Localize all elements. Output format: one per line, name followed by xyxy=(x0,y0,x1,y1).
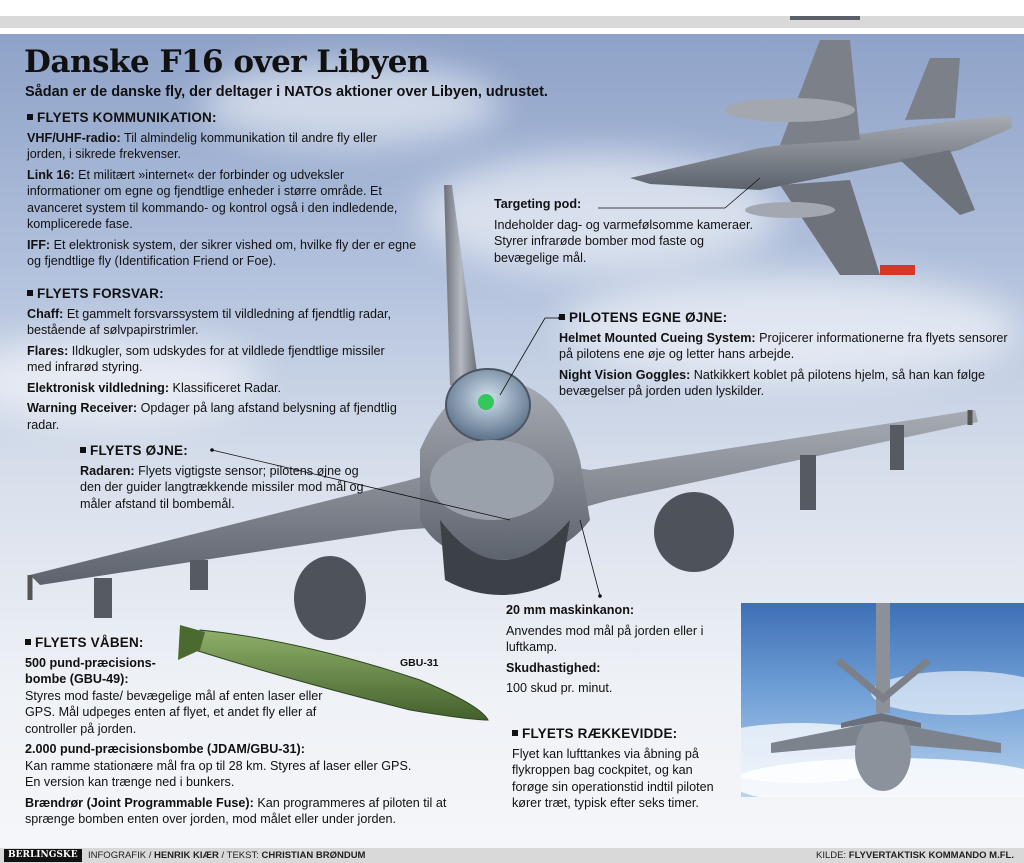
bullet-icon xyxy=(512,730,518,736)
weapon-text: Styres mod faste/ bevægelige mål af enten laser eller GPS. Mål udpeges enten af flyet, et andet fly eller af controller på jorden. xyxy=(25,688,323,736)
bullet-icon xyxy=(25,639,31,645)
kanon-speed-text: 100 skud pr. minut. xyxy=(506,681,613,695)
section-heading: FLYETS FORSVAR: xyxy=(37,286,164,301)
brand-logo: BERLINGSKE xyxy=(4,849,82,862)
info-item: Flares: Ildkugler, som udskydes for at vildlede fjendtlige missiler med infrarød styring. xyxy=(27,343,385,374)
bullet-icon xyxy=(80,447,86,453)
kanon-speed-label: Skudhastighed: xyxy=(506,660,601,675)
section-vaaben xyxy=(25,635,475,832)
info-item: Warning Receiver: Opdager på lang afstand belysning af fjendtlig radar. xyxy=(27,401,397,432)
footer xyxy=(0,848,1024,863)
gbu-31-label: GBU-31 xyxy=(400,657,439,669)
info-item: Radaren: Flyets vigtigste sensor; pilotens øjne og den der guider langtrækkende missiler mod mål og måler afstand til bombemål. xyxy=(80,463,364,511)
section-heading: FLYETS RÆKKEVIDDE: xyxy=(522,726,678,741)
kanon-label: 20 mm maskinkanon: xyxy=(506,603,635,617)
info-item: Chaff: Et gammelt forsvarssystem til vildledning af fjendtlig radar, bestående af sølvpapirstrimler. xyxy=(27,306,391,337)
info-item: Night Vision Goggles: Natkikkert koblet på pilotens hjelm, så han kan følge bevægelser på jorden uden lyskilder. xyxy=(559,367,986,398)
section-pilot xyxy=(559,310,1009,404)
section-forsvar xyxy=(27,286,397,437)
weapon-label: 2.000 pund-præcisionsbombe (JDAM/GBU-31): xyxy=(25,742,305,756)
section-heading: PILOTENS EGNE ØJNE: xyxy=(569,310,728,325)
refueling-photo xyxy=(741,603,1024,797)
kanon-text: Anvendes mod mål på jorden eller i luftkamp. xyxy=(506,623,704,654)
weapon-text: Kan ramme stationære mål fra op til 28 km. Styres af laser eller GPS. En version kan trænge ned i bunkers. xyxy=(25,758,412,789)
source: KILDE: FLYVERTAKTISK KOMMANDO M.FL. xyxy=(816,850,1014,861)
section-ojne xyxy=(80,443,380,516)
raekkevidde-text: Flyet kan lufttankes via åbning på flykroppen bag cockpitet, og kan forøge sin operationstid indtil piloten kører træt, typisk efter seks timer. xyxy=(512,746,714,810)
section-kanon xyxy=(506,602,706,701)
page-subtitle: Sådan er de danske fly, der deltager i NATOs aktioner over Libyen, udrustet. xyxy=(25,84,548,100)
info-item: Helmet Mounted Cueing System: Projicerer informationerne fra flyets sensorer på pilotens ene øje og letter hans arbejde. xyxy=(559,330,1008,361)
bullet-icon xyxy=(559,314,565,320)
section-kommunikation xyxy=(27,110,417,274)
credits: INFOGRAFIK / HENRIK KIÆR / TEKST: CHRISTIAN BRØNDUM xyxy=(88,850,366,861)
page-title: Danske F16 over Libyen xyxy=(24,44,429,80)
section-heading: FLYETS ØJNE: xyxy=(90,443,188,458)
section-raekkevidde xyxy=(512,726,727,816)
bullet-icon xyxy=(27,114,33,120)
section-targeting-pod xyxy=(494,196,764,270)
info-item: VHF/UHF-radio: Til almindelig kommunikation til andre fly eller jorden, i sikrede frekvenser. xyxy=(27,130,377,161)
targeting-label: Targeting pod: xyxy=(494,197,582,211)
targeting-text: Indeholder dag- og varmefølsomme kameraer. Styrer infrarøde bomber mod faste og bevægelige mål. xyxy=(494,217,753,265)
info-item: IFF: Et elektronisk system, der sikrer vished om, hvilke fly der er egne og fjendtlige fly (Identification Friend or Foe). xyxy=(27,237,417,268)
section-heading: FLYETS KOMMUNIKATION: xyxy=(37,110,217,125)
weapon-label: 500 pund-præcisions-bombe (GBU-49): xyxy=(25,655,156,686)
info-item: Brændrør (Joint Programmable Fuse): Kan programmeres af piloten til at sprænge bomben enten over jorden, mod målet eller under jorden. xyxy=(25,795,447,826)
info-item: Elektronisk vildledning: Klassificeret Radar. xyxy=(27,380,282,395)
section-heading: FLYETS VÅBEN: xyxy=(35,635,144,650)
info-item: Link 16: Et militært »internet« der forbinder og udveksler informationer om egne og fjendtlige enheder i større område. Et avanceret system til kommando- og kontrol også i den indledende, komplicerede fase. xyxy=(27,167,398,231)
bullet-icon xyxy=(27,290,33,296)
